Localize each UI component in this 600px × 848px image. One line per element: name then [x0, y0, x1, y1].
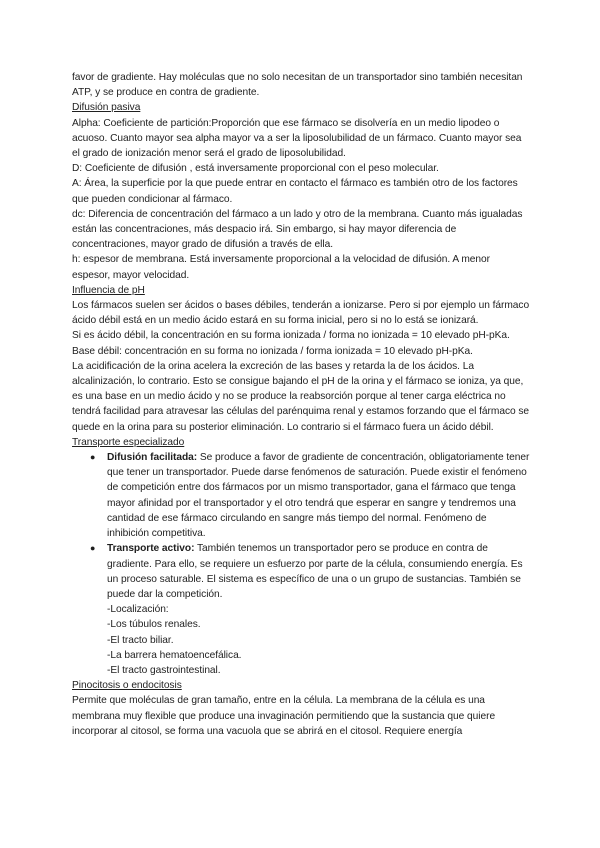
a-paragraph: A: Área, la superficie por la que puede entrar en contacto el fármaco es también otro de los factores que pueden condicionar al fármaco. — [72, 178, 518, 205]
ph-paragraph-3: Base débil: concentración en su forma no ionizada / forma ionizada = 10 elevado pH-pKa. — [72, 345, 473, 357]
heading-pinocitosis: Pinocitosis o endocitosis — [72, 680, 182, 692]
dc-paragraph: dc: Diferencia de concentración del fármaco a un lado y otro de la membrana. Cuanto más igualadas están las concentraciones, más despacio irá. Sin embargo, si hay mayor diferencia de concentraciones, mayor grado de difusión a través de ella. — [72, 208, 523, 251]
h-paragraph: h: espesor de membrana. Está inversamente proporcional a la velocidad de difusión. A menor espesor, mayor velocidad. — [72, 254, 490, 281]
document-body — [72, 70, 530, 739]
list-item-difusion-facilitada — [90, 450, 530, 541]
bullet-dot-icon: ● — [90, 543, 96, 554]
list-item-transporte-activo — [90, 541, 530, 678]
pinocitosis-paragraph: Permite que moléculas de gran tamaño, entre en la célula. La membrana de la célula es una membrana muy flexible que produce una invaginación permitiendo que la sustancia que quiere incorporar al citosol, se forma una vacuola que se abrirá en el citosol. Requiere energía — [72, 695, 496, 737]
bullet-dot-icon: ● — [90, 452, 96, 463]
intro-paragraph: favor de gradiente. Hay moléculas que no solo necesitan de un transportador sino también necesitan ATP, y se produce en contra de gradiente. — [72, 72, 523, 99]
subline-tracto-biliar: -El tracto biliar. — [107, 634, 174, 646]
subline-tubulos-renales: -Los túbulos renales. — [107, 619, 201, 631]
bullet-term: Difusión facilitada: — [107, 452, 198, 464]
bullet-text: Se produce a favor de gradiente de concentración, obligatoriamente tener que tener un transportador. Puede darse fenómenos de saturación. Puede existir el fenómeno de competición entre dos fármacos por un mismo transportador, gana el fármaco que tenga mayor afinidad por el transportador y el otro tendrá que esperar en sangre y tendremos una cantidad de ese fármaco circulando en sangre más tiempo del normal. Fenómeno de inhibición competitiva. — [107, 452, 530, 540]
ph-paragraph-4: La acidificación de la orina acelera la excreción de las bases y retarda la de los ácidos. La alcalinización, lo contrario. Esto se consigue bajando el pH de la orina y el fármaco se ioniza, ya que, es una base en un medio ácido y no se produce la reabsorción porque al tener carga eléctrica no tendrá facilidad para atravesar las células del parénquima renal y estamos forzando que el fármaco se quede en la orina para su posterior eliminación. Lo contrario si el fármaco fuera un ácido débil. — [72, 360, 530, 433]
ph-paragraph-2: Si es ácido débil, la concentración en su forma ionizada / forma no ionizada = 10 elevado pH-pKa. — [72, 330, 510, 342]
heading-transporte-especializado: Transporte especializado — [72, 436, 185, 448]
heading-influencia-ph: Influencia de pH — [72, 284, 145, 296]
heading-difusion-pasiva: Difusión pasiva — [72, 102, 141, 114]
subline-barrera-hematoencefalica: -La barrera hematoencefálica. — [107, 649, 242, 661]
subline-localizacion: -Localización: — [107, 604, 169, 616]
ph-paragraph-1: Los fármacos suelen ser ácidos o bases débiles, tenderán a ionizarse. Pero si por ejemplo un fármaco ácido débil está en un medio ácido estará en su forma inicial, pero si no lo está se ionizará. — [72, 300, 530, 327]
bullet-term: Transporte activo: — [107, 543, 195, 555]
bullet-text: También tenemos un transportador pero se produce en contra de gradiente. Para ello, se requiere un esfuerzo por parte de la célula, consumiendo energía. Es un proceso saturable. El sistema es específico de una o un grupo de sustancias. También se puede dar la competición. — [107, 543, 523, 600]
transport-bullet-list — [72, 450, 530, 678]
d-paragraph: D: Coeficiente de difusión , está inversamente proporcional con el peso molecular. — [72, 163, 439, 175]
subline-tracto-gastrointestinal: -El tracto gastrointestinal. — [107, 664, 221, 676]
alpha-paragraph: Alpha: Coeficiente de partición:Proporción que ese fármaco se disolvería en un medio lipodeo o acuoso. Cuanto mayor sea alpha mayor va a ser la liposolubilidad de un fármaco. Cuanto mayor sea el grado de ionización menor será el grado de liposolubilidad. — [72, 117, 522, 160]
